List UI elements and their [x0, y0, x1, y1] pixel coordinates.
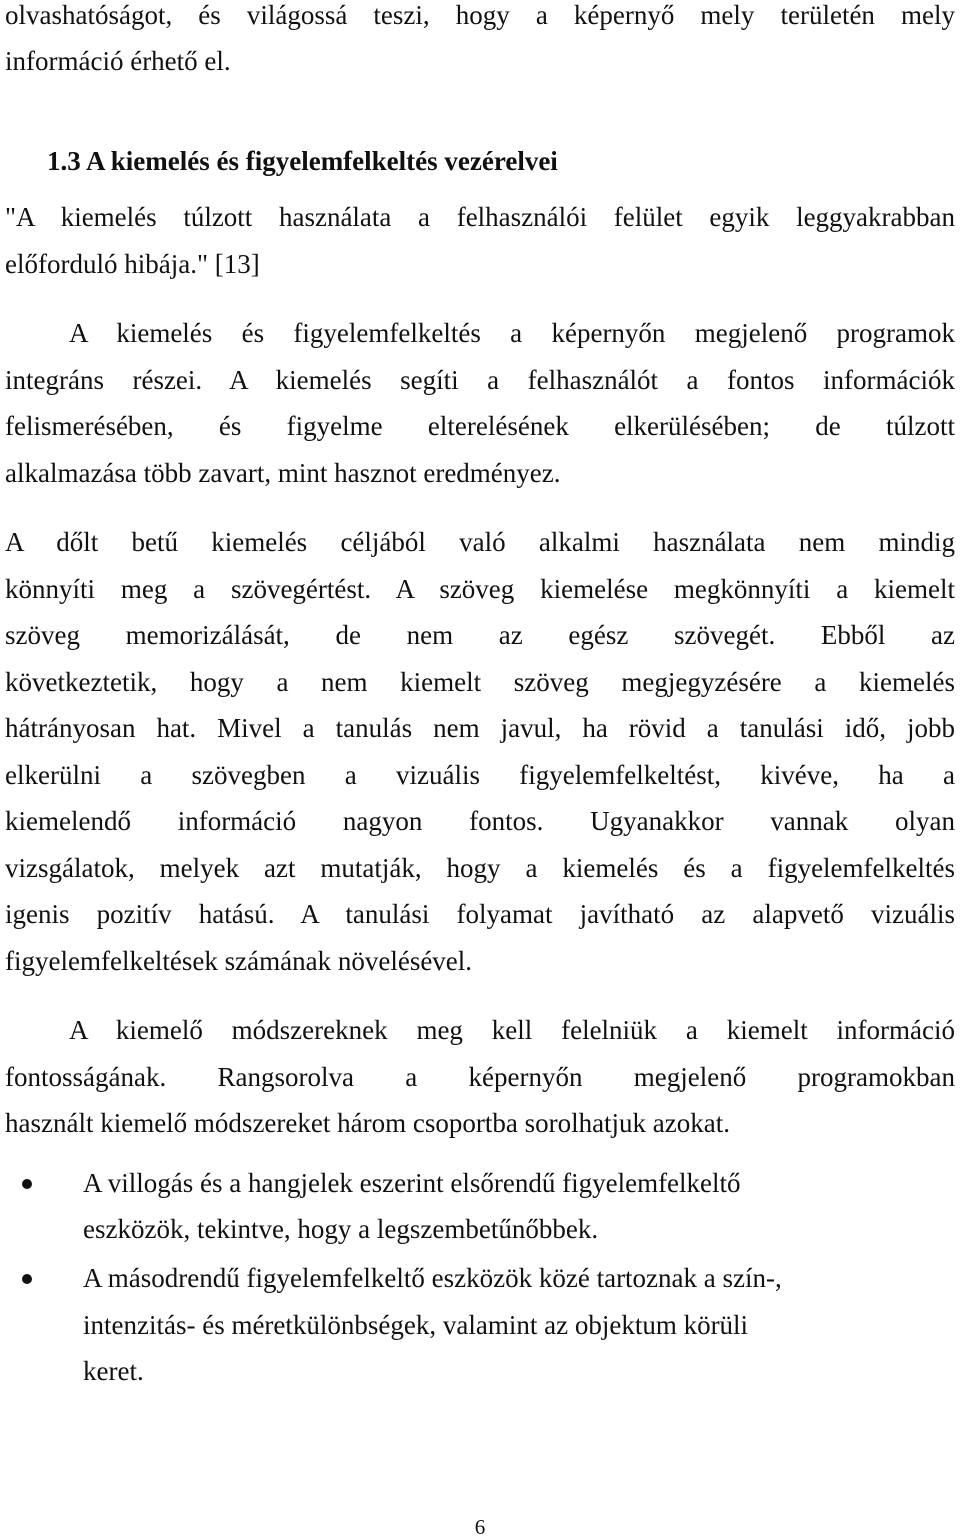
paragraph-line: integráns részei. A kiemelés segíti a felhasználót a fontos információk [5, 365, 955, 395]
quote-line: "A kiemelés túlzott használata a felhasználói felület egyik leggyakrabban [5, 202, 955, 232]
bullet-dot [22, 1274, 32, 1284]
paragraph-line: figyelemfelkeltések számának növelésével. [5, 946, 473, 976]
bullet-item-line: A másodrendű figyelemfelkeltő eszközök közé tartoznak a szín-, [83, 1263, 782, 1293]
paragraph-line: A kiemelő módszereknek meg kell felelniük a kiemelt információ [69, 1015, 955, 1045]
paragraph-line: szöveg memorizálását, de nem az egész szövegét. Ebből az [5, 620, 955, 650]
paragraph-line: elkerülni a szövegben a vizuális figyelemfelkeltést, kivéve, ha a [5, 760, 955, 790]
paragraph-line: könnyíti meg a szövegértést. A szöveg kiemelése megkönnyíti a kiemelt [5, 574, 955, 604]
paragraph-line: kiemelendő információ nagyon fontos. Ugyanakkor vannak olyan [5, 806, 955, 836]
paragraph-line: igenis pozitív hatású. A tanulási folyamat javítható az alapvető vizuális [5, 899, 955, 929]
paragraph-line: alkalmazása több zavart, mint hasznot eredményez. [5, 458, 561, 488]
bullet-item-line: eszközök, tekintve, hogy a legszembetűnőbbek. [83, 1214, 599, 1244]
bullet-item-line: A villogás és a hangjelek eszerint elsőrendű figyelemfelkeltő [83, 1168, 741, 1198]
bullet-dot [22, 1179, 32, 1189]
paragraph-line: A dőlt betű kiemelés céljából való alkalmi használata nem mindig [5, 527, 955, 557]
paragraph-line: információ érhető el. [5, 46, 231, 76]
paragraph-line: hátrányosan hat. Mivel a tanulás nem javul, ha rövid a tanulási idő, jobb [5, 713, 955, 743]
bullet-item-line: intenzitás- és méretkülönbségek, valamint az objektum körüli [83, 1310, 749, 1340]
paragraph-line: következtetik, hogy a nem kiemelt szöveg megjegyzésére a kiemelés [5, 667, 955, 697]
paragraph-line: fontosságának. Rangsorolva a képernyőn megjelenő programokban [5, 1062, 955, 1092]
paragraph-line: vizsgálatok, melyek azt mutatják, hogy a kiemelés és a figyelemfelkeltés [5, 853, 955, 883]
paragraph-line: felismerésében, és figyelme elterelésének elkerülésében; de túlzott [5, 411, 955, 441]
paragraph-line: A kiemelés és figyelemfelkeltés a képernyőn megjelenő programok [69, 318, 955, 348]
paragraph-line: olvashatóságot, és világossá teszi, hogy a képernyő mely területén mely [5, 0, 955, 30]
bullet-item-line: keret. [83, 1356, 144, 1386]
quote-line: előforduló hibája." [13] [5, 249, 260, 279]
page-number: 6 [474, 1515, 486, 1539]
paragraph-line: használt kiemelő módszereket három csoportba sorolhatjuk azokat. [5, 1108, 731, 1138]
section-heading: 1.3 A kiemelés és figyelemfelkeltés vezérelvei [47, 146, 558, 176]
